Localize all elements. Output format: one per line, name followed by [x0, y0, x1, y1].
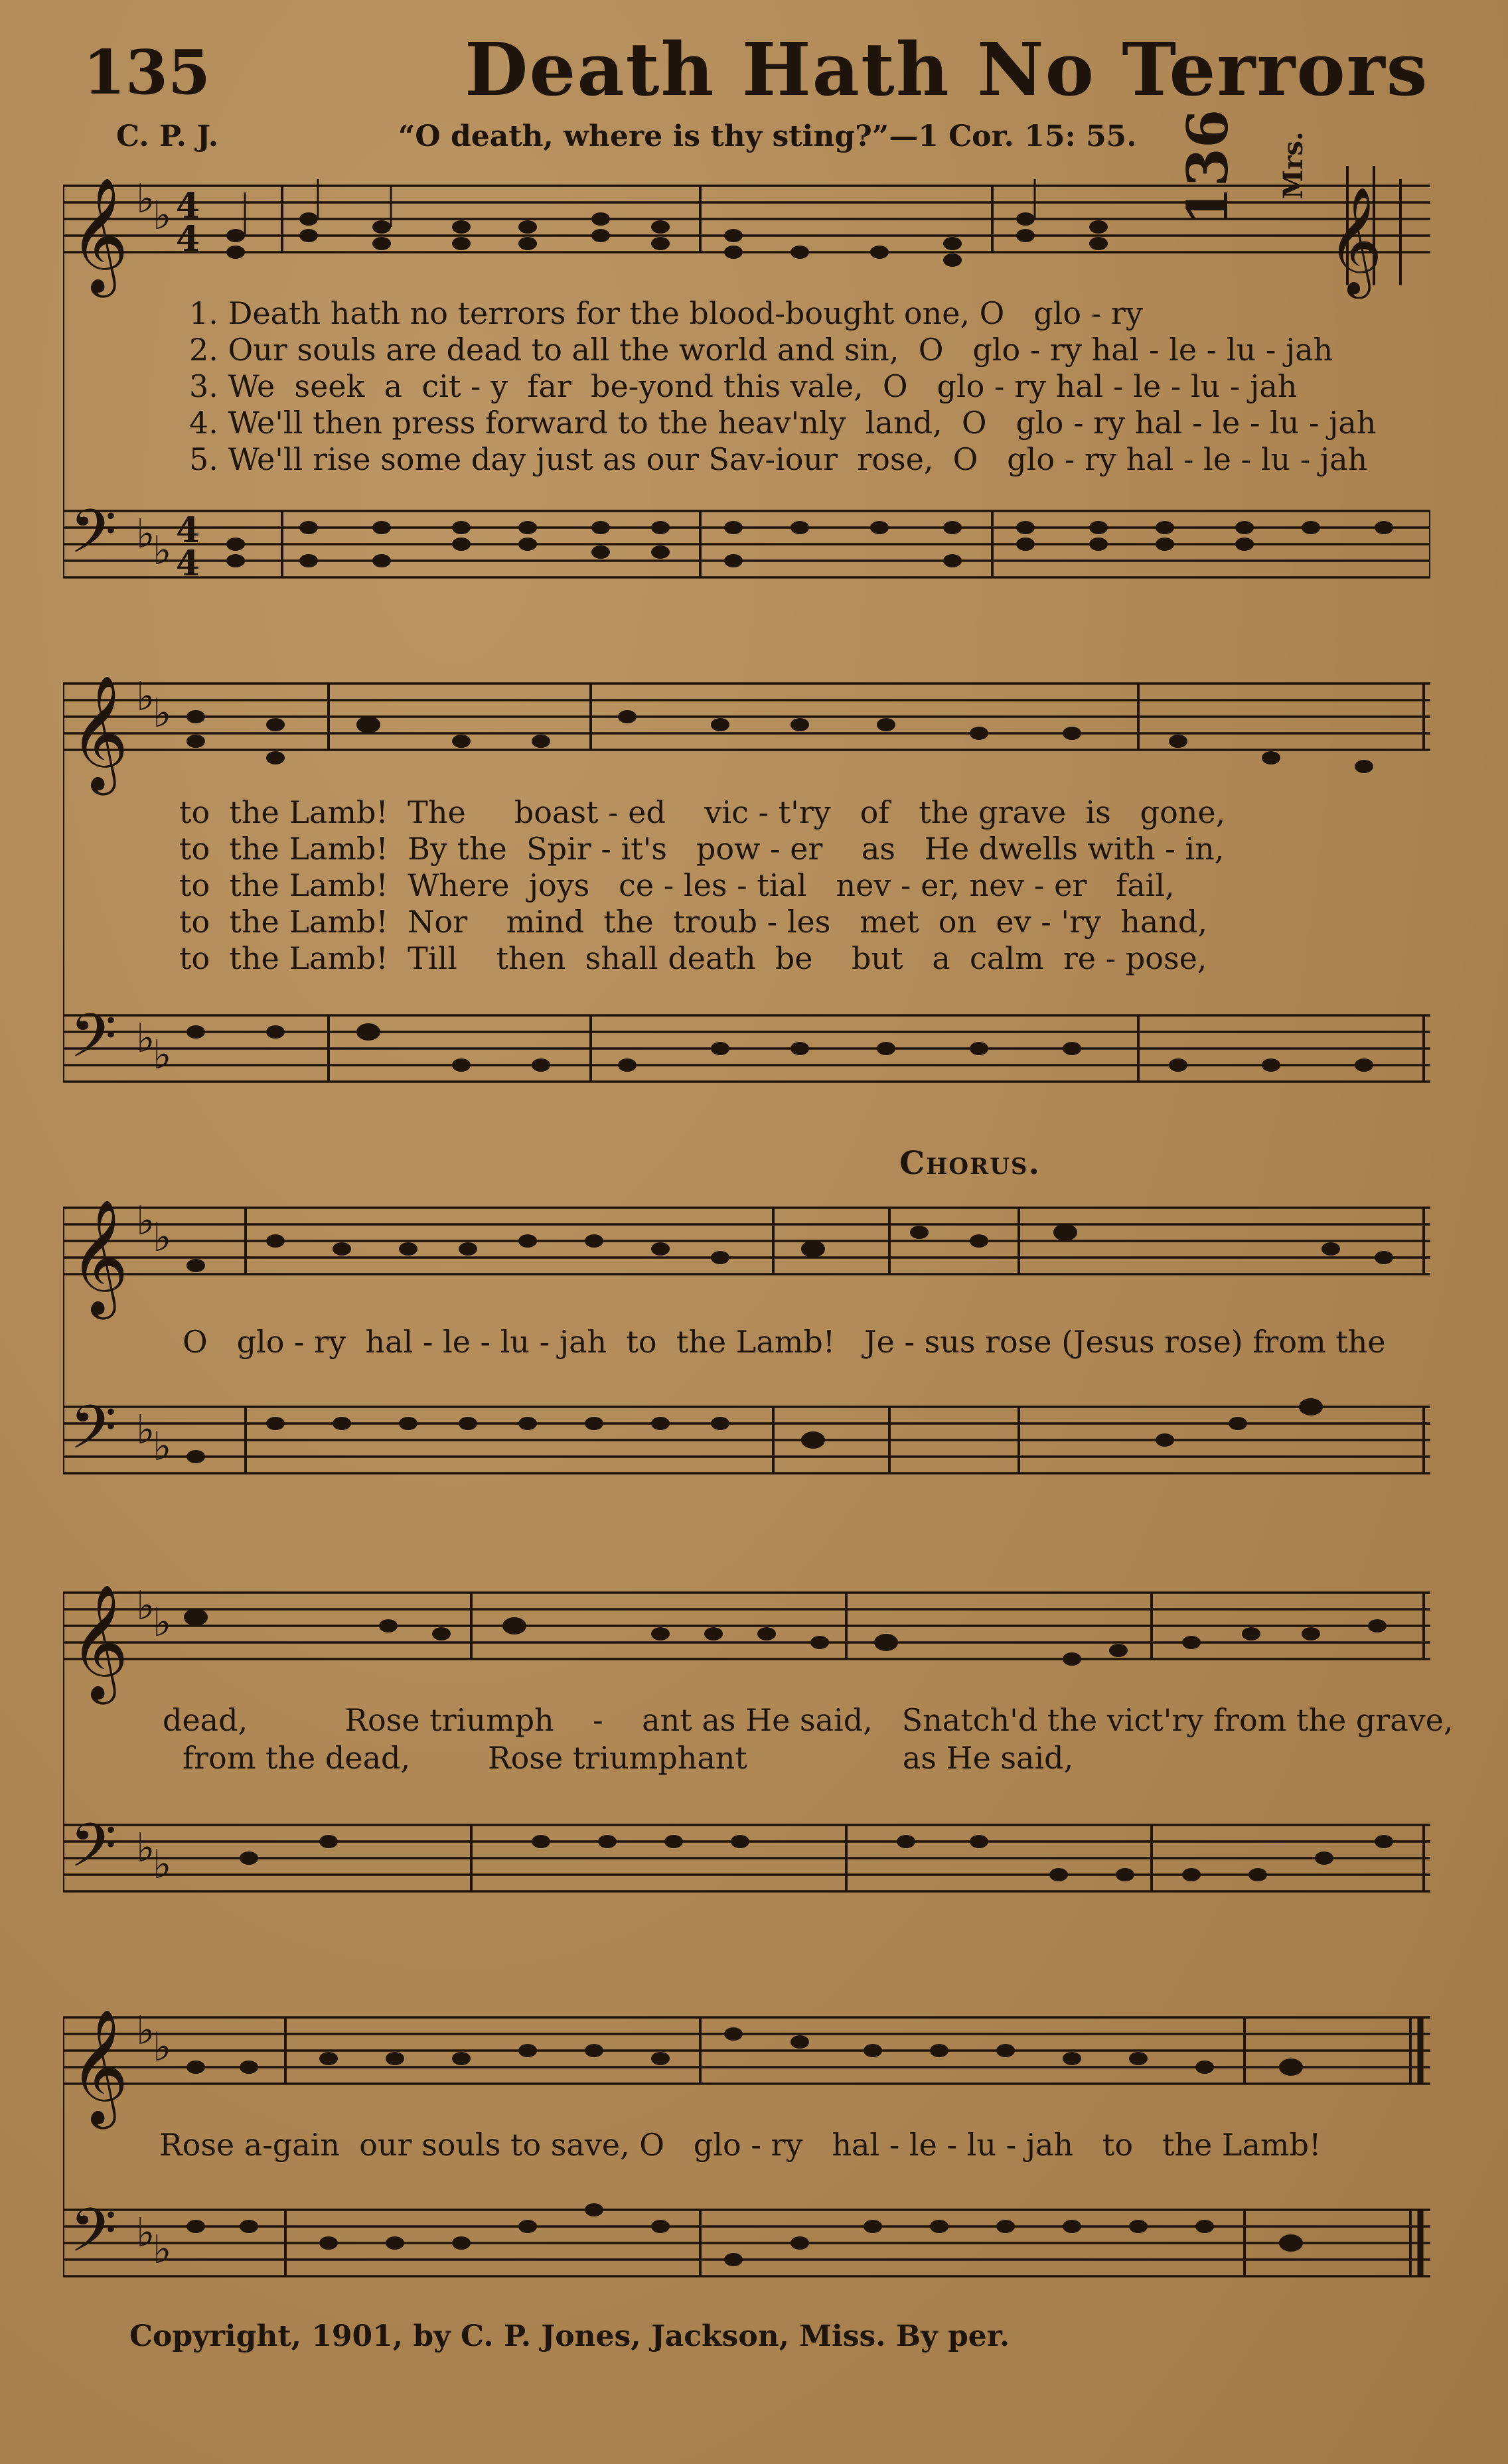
music-system-4: [63, 1573, 1430, 1997]
verse-1-line-2: to the Lamb! The boast - ed vic - t'ry of the grave is gone,: [179, 794, 1226, 830]
svg-text:4: 4: [176, 544, 200, 584]
treble-clef-icon: 𝄞: [70, 1584, 129, 1700]
scripture-epigraph: “O death, where is thy sting?”—1 Cor. 15: 55.: [398, 119, 1137, 153]
svg-text:♭: ♭: [136, 674, 155, 720]
svg-text:♭: ♭: [153, 2226, 172, 2273]
hymn-title: Death Hath No Terrors: [465, 27, 1429, 112]
notes-treble: [226, 179, 1108, 267]
svg-text:♭: ♭: [153, 1599, 172, 1646]
svg-text:♭: ♭: [136, 176, 155, 222]
verse-4-line-1: 4. We'll then press forward to the heav'nly land, O glo - ry hal - le - lu - jah: [189, 405, 1377, 441]
verse-5-line-2: to the Lamb! Till then shall death be but a calm re - pose,: [179, 940, 1207, 976]
bass-clef-icon: 𝄢: [70, 1810, 117, 1895]
svg-text:♭: ♭: [153, 1214, 172, 1261]
svg-text:♭: ♭: [153, 1423, 172, 1470]
svg-text:♭: ♭: [136, 1015, 155, 1062]
chorus-line-1: O glo - ry hal - le - lu - jah to the Lamb! Je - sus rose (Jesus rose) from the: [183, 1324, 1386, 1360]
svg-text:♭: ♭: [153, 528, 172, 574]
verse-3-line-2: to the Lamb! Where joys ce - les - tial nev - er, nev - er fail,: [179, 867, 1175, 903]
next-hymn-number: 136: [1175, 109, 1241, 226]
verse-2-line-1: 2. Our souls are dead to all the world and sin, O glo - ry hal - le - lu - jah: [189, 332, 1333, 368]
verse-3-line-1: 3. We seek a cit - y far be-yond this vale, O glo - ry hal - le - lu - jah: [189, 368, 1298, 404]
svg-text:♭: ♭: [136, 1198, 155, 1244]
bass-clef-icon: 𝄢: [70, 1001, 117, 1086]
svg-text:𝄞: 𝄞: [1327, 186, 1383, 295]
hymn-number: 135: [83, 36, 211, 108]
verse-5-line-1: 5. We'll rise some day just as our Sav-iour rose, O glo - ry hal - le - lu - jah: [189, 441, 1368, 477]
treble-clef-icon: 𝄞: [70, 1199, 129, 1315]
svg-text:♭: ♭: [136, 2210, 155, 2256]
copyright-notice: Copyright, 1901, by C. P. Jones, Jackson, Miss. By per.: [129, 2319, 1010, 2353]
svg-text:♭: ♭: [136, 1407, 155, 1453]
svg-text:♭: ♭: [153, 690, 172, 737]
chorus-label: Chorus.: [899, 1145, 1041, 1182]
svg-text:♭: ♭: [153, 192, 172, 239]
svg-text:♭: ♭: [153, 2024, 172, 2070]
treble-clef-icon: 𝄞: [70, 675, 129, 790]
svg-text:♭: ♭: [136, 1583, 155, 1629]
treble-clef-icon: 𝄞: [70, 177, 129, 293]
verse-1-line-1: 1. Death hath no terrors for the blood-bought one, O glo - ry: [189, 295, 1143, 331]
bass-staff: [63, 511, 1430, 577]
treble-clef-icon: 𝄞: [70, 2009, 129, 2124]
svg-text:♭: ♭: [153, 1032, 172, 1078]
chorus-line-2-upper: dead, Rose triumph - ant as He said, Snatch'd the vict'ry from the grave,: [163, 1702, 1454, 1738]
author-initials: C. P. J.: [116, 119, 219, 153]
svg-text:♭: ♭: [136, 1825, 155, 1871]
svg-text:4: 4: [176, 510, 200, 551]
verse-2-line-2: to the Lamb! By the Spir - it's pow - er as He dwells with - in,: [179, 831, 1225, 867]
verse-4-line-2: to the Lamb! Nor mind the troub - les met on ev - 'ry hand,: [179, 904, 1207, 940]
bass-clef-icon: 𝄢: [70, 496, 117, 581]
bass-clef-icon: 𝄢: [70, 2195, 117, 2280]
svg-text:♭: ♭: [136, 511, 155, 557]
chorus-line-3: Rose a-gain our souls to save, O glo - ry hal - le - lu - jah to the Lamb!: [159, 2127, 1321, 2163]
svg-text:♭: ♭: [136, 2007, 155, 2054]
svg-text:4: 4: [176, 186, 200, 226]
bass-clef-icon: 𝄢: [70, 1392, 117, 1477]
treble-staff: [63, 186, 1430, 252]
chorus-line-2-lower: from the dead, Rose triumphant as He said,: [183, 1740, 1074, 1776]
next-hymn-credit: Mrs.: [1278, 131, 1309, 199]
svg-text:♭: ♭: [153, 1842, 172, 1888]
svg-text:4: 4: [176, 219, 200, 259]
